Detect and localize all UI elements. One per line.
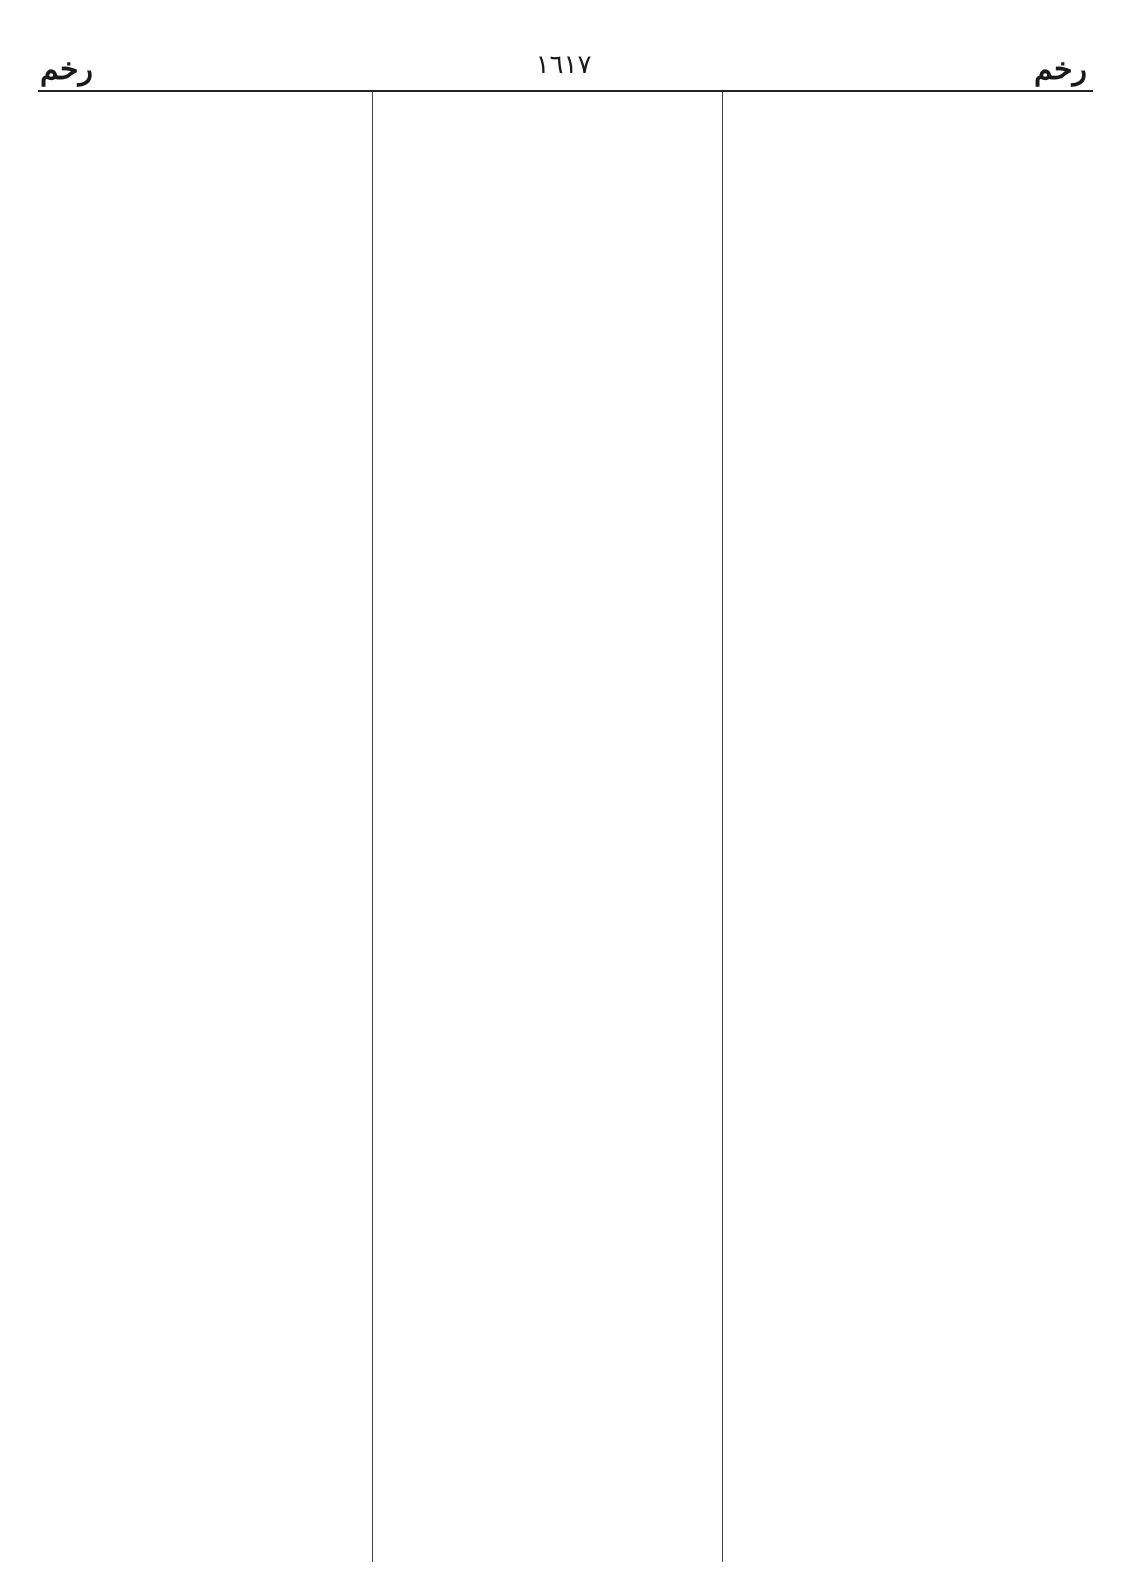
headword-right: رخم <box>1034 52 1087 87</box>
text-column-right <box>759 96 1087 1556</box>
page-header <box>0 0 1127 90</box>
header-rule <box>38 90 1093 92</box>
headword-left: رخم <box>40 52 93 87</box>
text-column-middle <box>411 96 741 1556</box>
page-number: ١٦١٧ <box>535 50 592 80</box>
text-column-left <box>61 96 391 1556</box>
